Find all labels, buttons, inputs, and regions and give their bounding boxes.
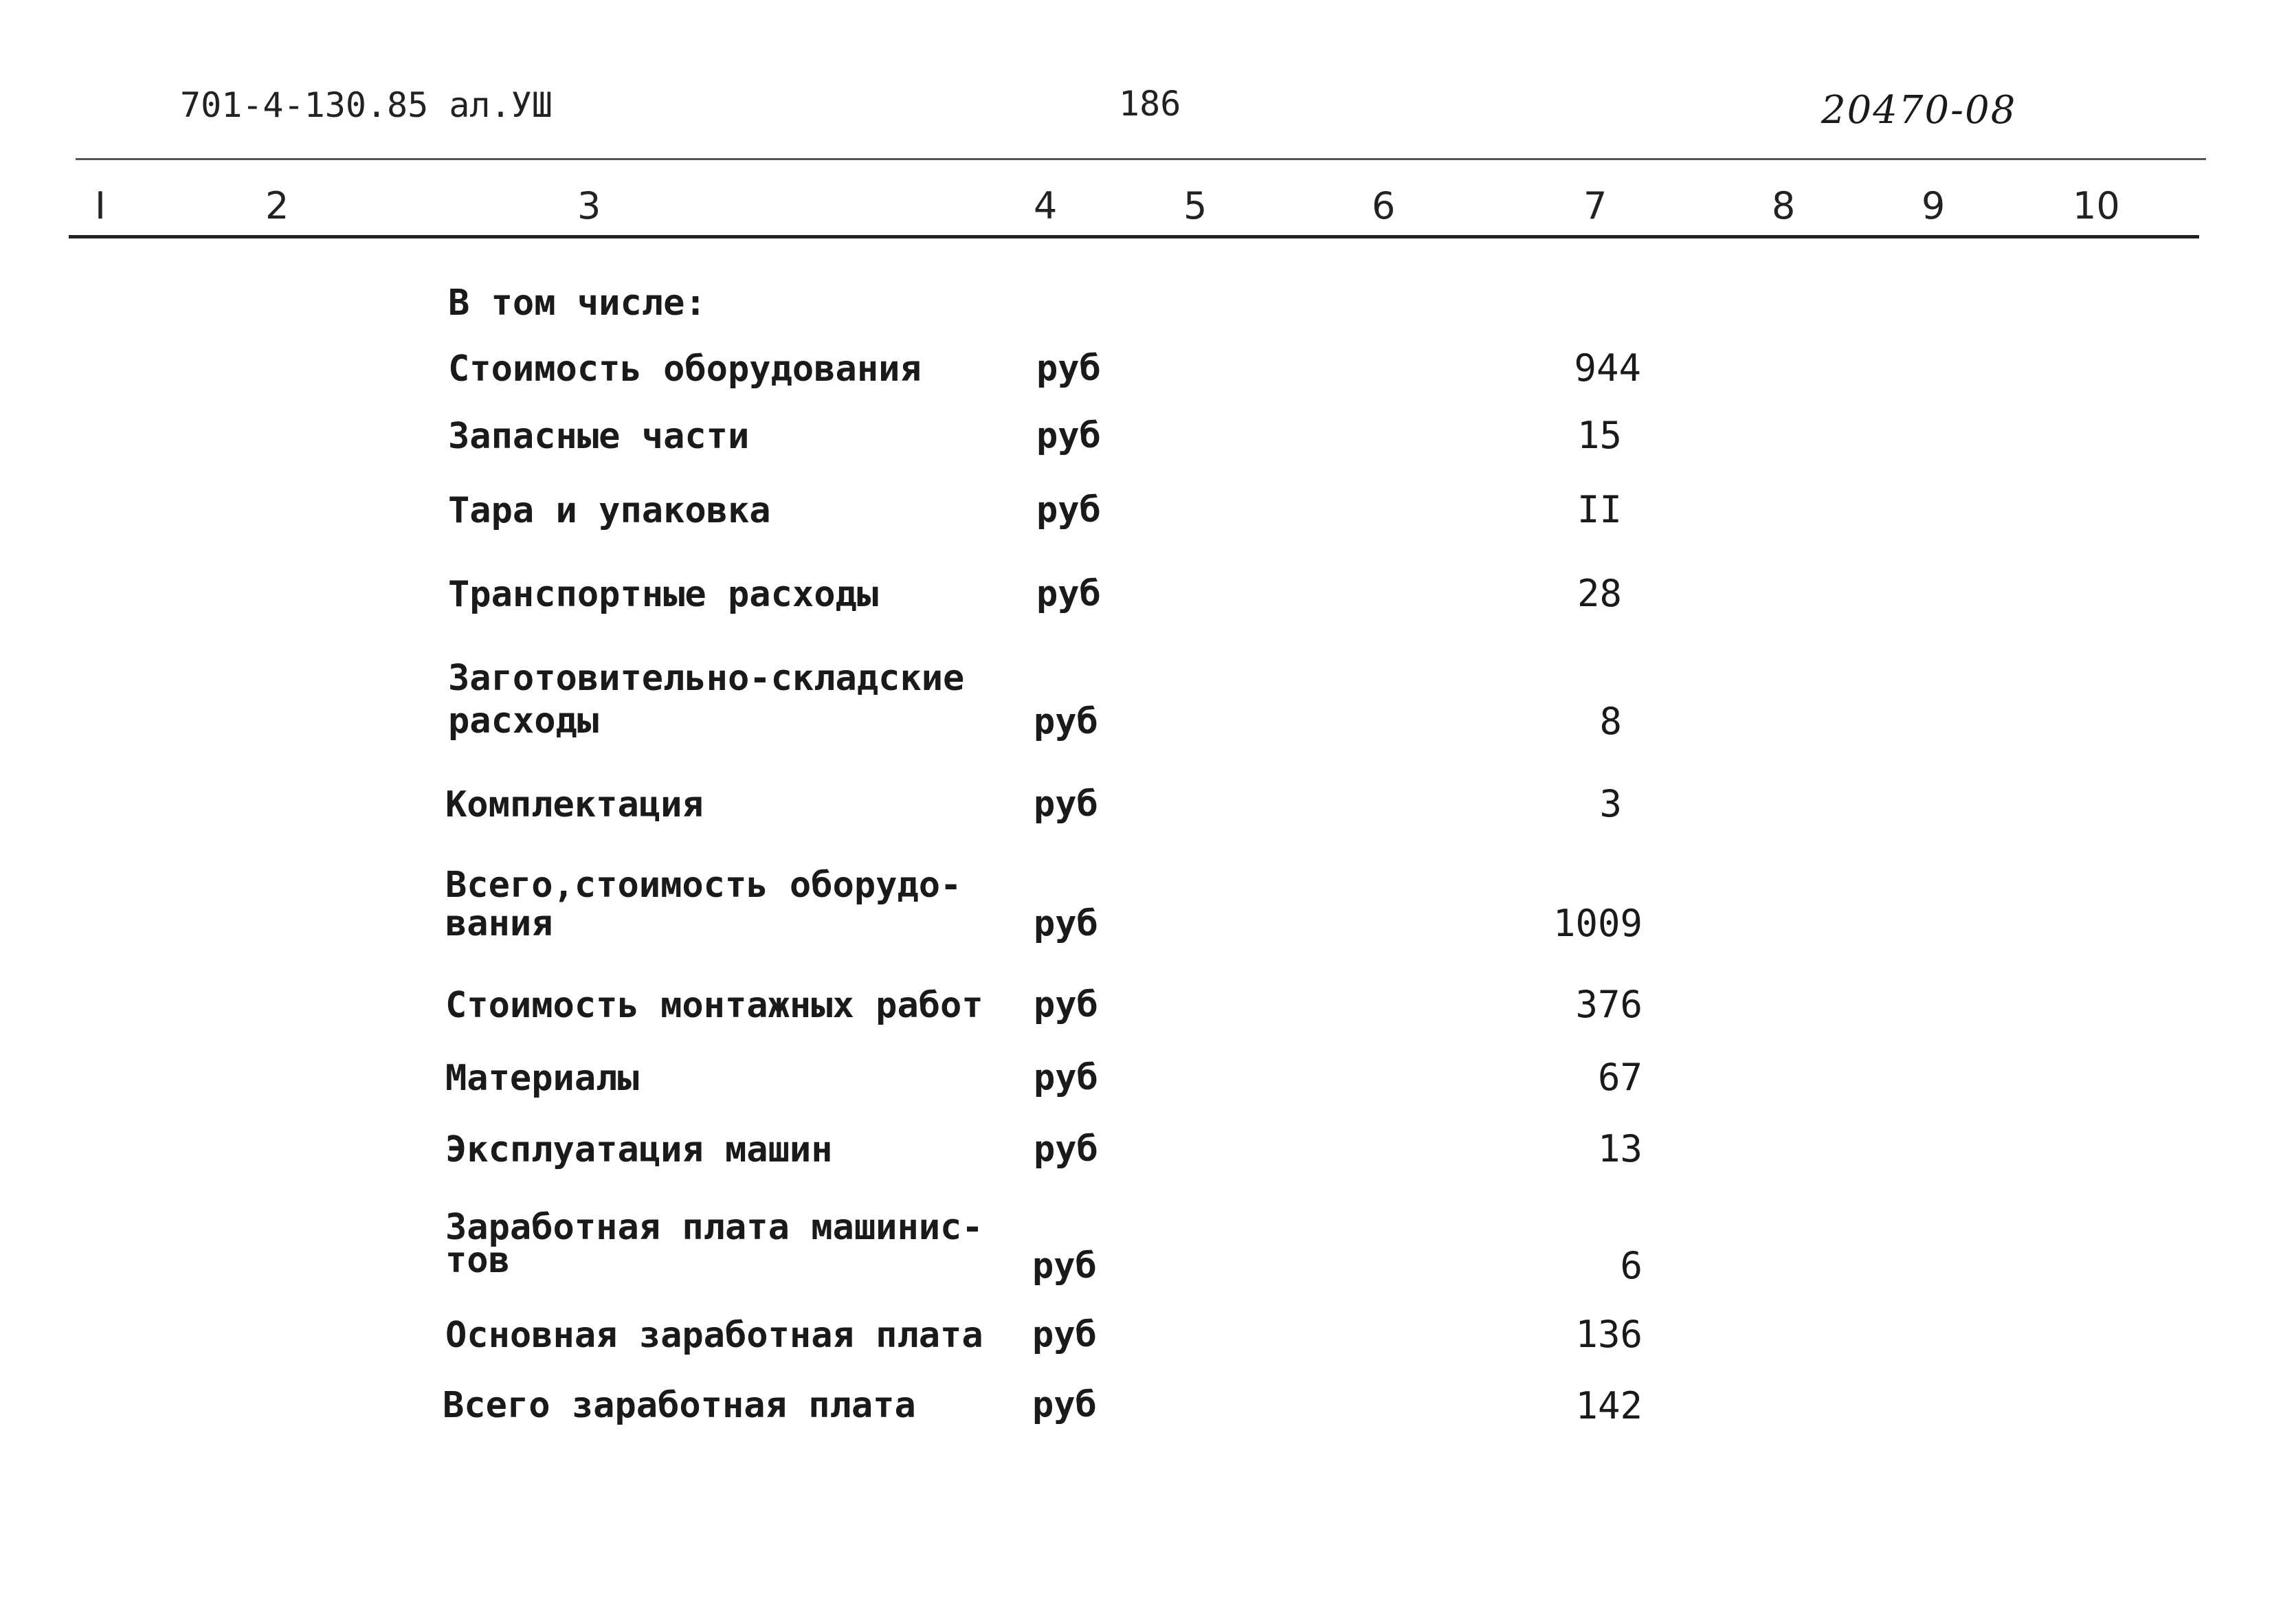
column-number-6: 6 [1372, 184, 1396, 227]
section-title: В том числе: [448, 282, 706, 324]
document-code: 701-4-130.85 ал.УШ [180, 85, 553, 125]
row-unit: руб [1036, 573, 1101, 614]
row-label: Материалы [445, 1058, 639, 1099]
row-unit: руб [1032, 1314, 1097, 1355]
row-unit: руб [1034, 984, 1098, 1025]
row-label: Комплектация [445, 784, 704, 825]
handwritten-number: 20470-08 [1821, 88, 2017, 133]
row-value: 8 [1599, 700, 1622, 743]
row-label: Заработная плата машинис- тов [445, 1207, 983, 1281]
row-unit: руб [1036, 415, 1101, 456]
column-number-9: 9 [1922, 184, 1946, 227]
row-value: 1009 [1552, 902, 1642, 945]
row-label: Стоимость монтажных работ [445, 985, 983, 1026]
row-unit: руб [1034, 1128, 1098, 1170]
row-value: 28 [1577, 572, 1622, 615]
row-value: 376 [1575, 983, 1642, 1026]
row-value: 13 [1597, 1127, 1642, 1170]
row-unit: руб [1034, 903, 1098, 944]
row-label: Тара и упаковка [448, 490, 771, 531]
header-rule [69, 235, 2199, 238]
row-value: II [1577, 488, 1622, 531]
column-number-2: 2 [265, 184, 289, 227]
row-label: Заготовительно-складские расходы [448, 658, 965, 742]
row-value: 944 [1574, 346, 1641, 390]
row-unit: руб [1036, 348, 1101, 389]
row-unit: руб [1032, 1245, 1097, 1287]
row-unit: руб [1032, 1384, 1097, 1425]
row-value: 15 [1577, 414, 1622, 457]
column-number-1: I [95, 184, 106, 227]
column-number-3: 3 [577, 184, 601, 227]
row-label: Основная заработная плата [445, 1315, 983, 1356]
row-value: 142 [1575, 1384, 1642, 1427]
row-value: 3 [1599, 782, 1622, 825]
row-value: 6 [1620, 1244, 1642, 1287]
column-number-7: 7 [1583, 184, 1607, 227]
column-number-10: 10 [2073, 184, 2120, 227]
row-unit: руб [1034, 1057, 1098, 1098]
row-label: Всего заработная плата [443, 1385, 916, 1426]
row-label: Эксплуатация машин [445, 1129, 833, 1170]
page-number: 186 [1119, 84, 1181, 124]
top-rule [76, 158, 2206, 160]
row-unit: руб [1036, 489, 1101, 531]
row-label: Стоимость оборудования [448, 348, 922, 390]
row-label: Транспортные расходы [448, 574, 879, 615]
row-label: Всего,стоимость оборудо- вания [445, 865, 962, 944]
row-value: 67 [1597, 1056, 1642, 1099]
row-unit: руб [1034, 701, 1098, 742]
row-value: 136 [1575, 1313, 1642, 1356]
column-number-8: 8 [1772, 184, 1796, 227]
column-number-5: 5 [1183, 184, 1207, 227]
row-unit: руб [1034, 783, 1098, 825]
row-label: Запасные части [448, 416, 750, 457]
column-number-4: 4 [1034, 184, 1058, 227]
